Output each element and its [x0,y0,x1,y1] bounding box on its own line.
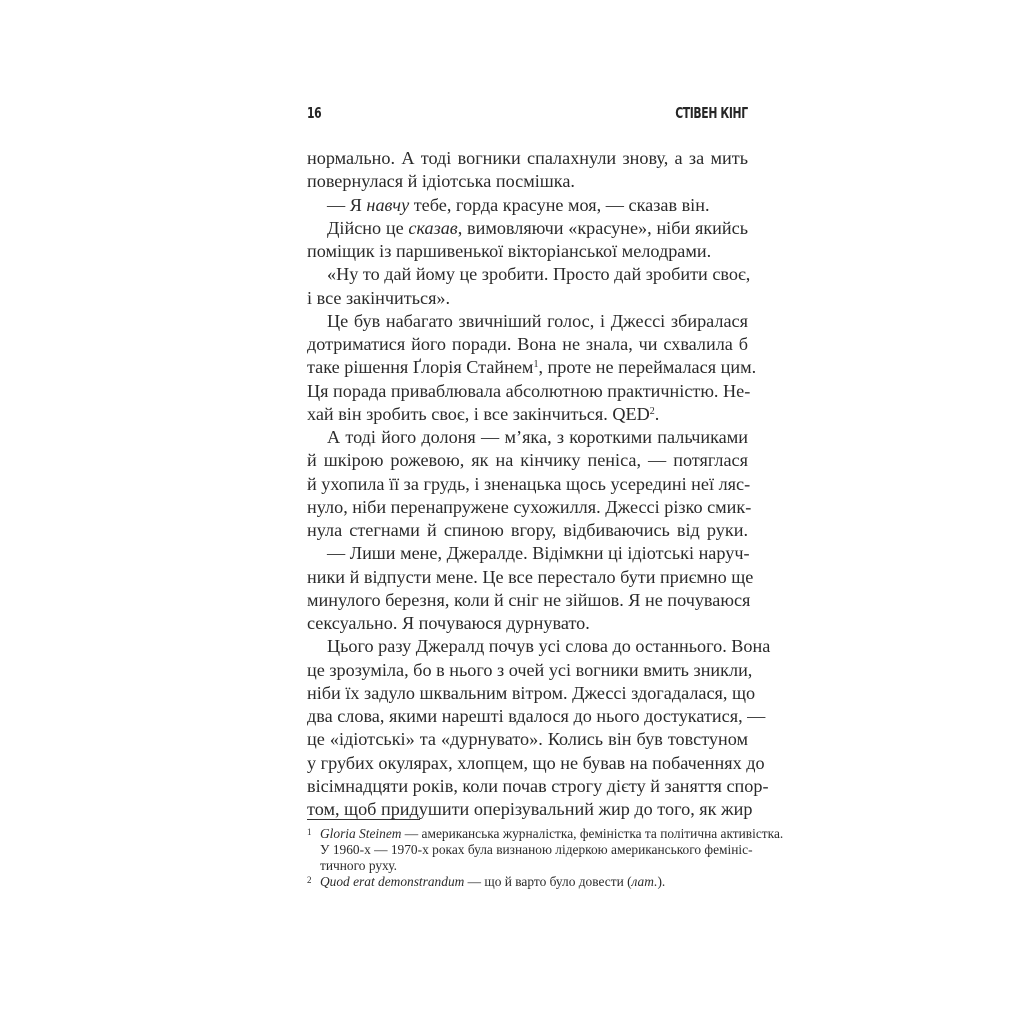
text-run: вісімнадцяти років, коли почав строгу дієту й заняття спор- [307,775,769,796]
footnote-ref: 2 [649,405,655,417]
italic-text: Quod erat demonstrandum [320,874,465,889]
text-run: поміщик із паршивенької вікторіанської мелодрами. [307,241,712,261]
running-head-author: СТІВЕН КІНГ [675,104,748,122]
text-run: том, щоб придушити оперізувальний жир до того, як жир [307,799,753,819]
text-line [307,356,757,379]
text-line [307,705,766,728]
text-run: нула стегнами й спиною вгору, відбиваючись від руки. [307,520,748,540]
footnote [307,874,748,890]
text-run: й ухопила її за грудь, і зненацька щось усередині неї ляс- [307,473,751,494]
text-line [307,635,771,658]
text-line [307,775,769,798]
text-line [307,519,748,542]
footnote-line [320,842,753,858]
text-run: — що й варто було довести ( [464,874,632,889]
text-line [307,287,748,310]
text-run: дотриматися його поради. Вона не знала, чи схвалила б [307,334,748,354]
text-line [307,194,748,217]
text-line [307,380,751,403]
text-run: Це був набагато звичніший голос, і Джессі збиралася [327,310,748,331]
text-run: два слова, якими нарешті вдалося до нього достукатися, — [307,706,766,726]
text-run: «Ну то дай йому це зробити. Просто дай зробити своє, [327,264,751,285]
text-run: тичного руху. [320,858,397,873]
footnote-rule [307,819,420,820]
footnote-line [320,826,784,842]
text-line [307,542,748,565]
text-run: таке рішення Ґлорія Стайнем [307,357,534,378]
text-run: нуло, ніби перенапружене сухожилля. Джессі різко смик- [307,496,752,517]
text-run: У 1960-х — 1970-х роках була визнаною лідеркою американського фемініс- [320,842,753,857]
text-line [307,659,753,682]
body-text [307,147,771,821]
footnote [307,826,784,874]
text-run: Цього разу Джералд почув усі слова до останнього. Вона [327,636,771,657]
text-line [307,449,748,472]
text-run: Ця порада приваблювала абсолютною практичністю. Не- [307,380,751,401]
running-head [307,104,748,126]
text-run: — Лиши мене, Джералде. Відімкни ці ідіотські наруч- [327,543,750,564]
italic-text: сказав [408,217,458,238]
text-line [307,473,751,496]
text-line [307,217,748,240]
text-line [307,728,748,751]
page-number: 16 [307,104,322,122]
text-run: . [654,403,660,424]
footnote-line [320,858,748,874]
text-run: нормально. А тоді вогники спалахнули знову, а за мить [307,148,748,168]
text-line [307,682,756,705]
text-line [307,403,748,426]
text-run: , вимовляючи «красуне», ніби якийсь [457,217,748,238]
footnotes [307,826,784,890]
text-run: це «ідіотські» та «дурнувато». Колись він був товстуном [307,729,748,750]
text-run: повернулася й ідіотська посмішка. [307,171,575,192]
text-run: ). [657,874,666,889]
italic-text: лат. [631,874,658,889]
text-run: Дійсно це [327,217,409,238]
text-run: — Я [327,194,367,215]
footnote-ref: 1 [533,359,539,371]
italic-text: Gloria Steinem [320,826,402,841]
text-line [307,426,748,449]
text-run: хай він зробить своє, і все закінчиться. QED [307,403,650,424]
text-line [307,496,752,519]
footnote-line [320,874,748,890]
footnote-mark: 2 [307,875,312,885]
text-line [307,263,751,286]
text-run: й шкірою рожевою, як на кінчику пеніса, — потяглася [307,450,748,471]
text-line [307,589,751,612]
italic-text: навчу [366,194,410,215]
text-line [307,612,748,635]
text-run: сексуально. Я почуваюся дурнувато. [307,613,590,633]
text-line [307,752,765,775]
text-line [307,240,748,263]
text-line [307,310,748,333]
text-run: це зрозуміла, бо в нього з очей усі вогники вмить зникли, [307,659,753,680]
text-run: , проте не переймалася цим. [538,357,757,378]
text-run: у грубих окулярах, хлопцем, що не бував на побаченнях до [307,752,765,773]
text-line [307,147,748,170]
text-run: — американська журналістка, феміністка та політична активістка. [401,826,784,841]
text-line [307,333,748,356]
text-line [307,566,754,589]
footnote-mark: 1 [307,827,312,837]
text-run: А тоді його долоня — м’яка, з короткими пальчиками [327,427,748,447]
text-run: ники й відпусти мене. Це все перестало бути приємно ще [307,566,754,587]
text-run: минулого березня, коли й сніг не зійшов. Я не почуваюся [307,589,751,610]
text-line [307,170,748,193]
text-run: і все закінчиться». [307,287,451,308]
text-line [307,798,753,821]
text-run: тебе, горда красуне моя, — сказав він. [409,194,710,215]
text-run: ніби їх задуло шквальним вітром. Джессі здогадалася, що [307,682,756,703]
